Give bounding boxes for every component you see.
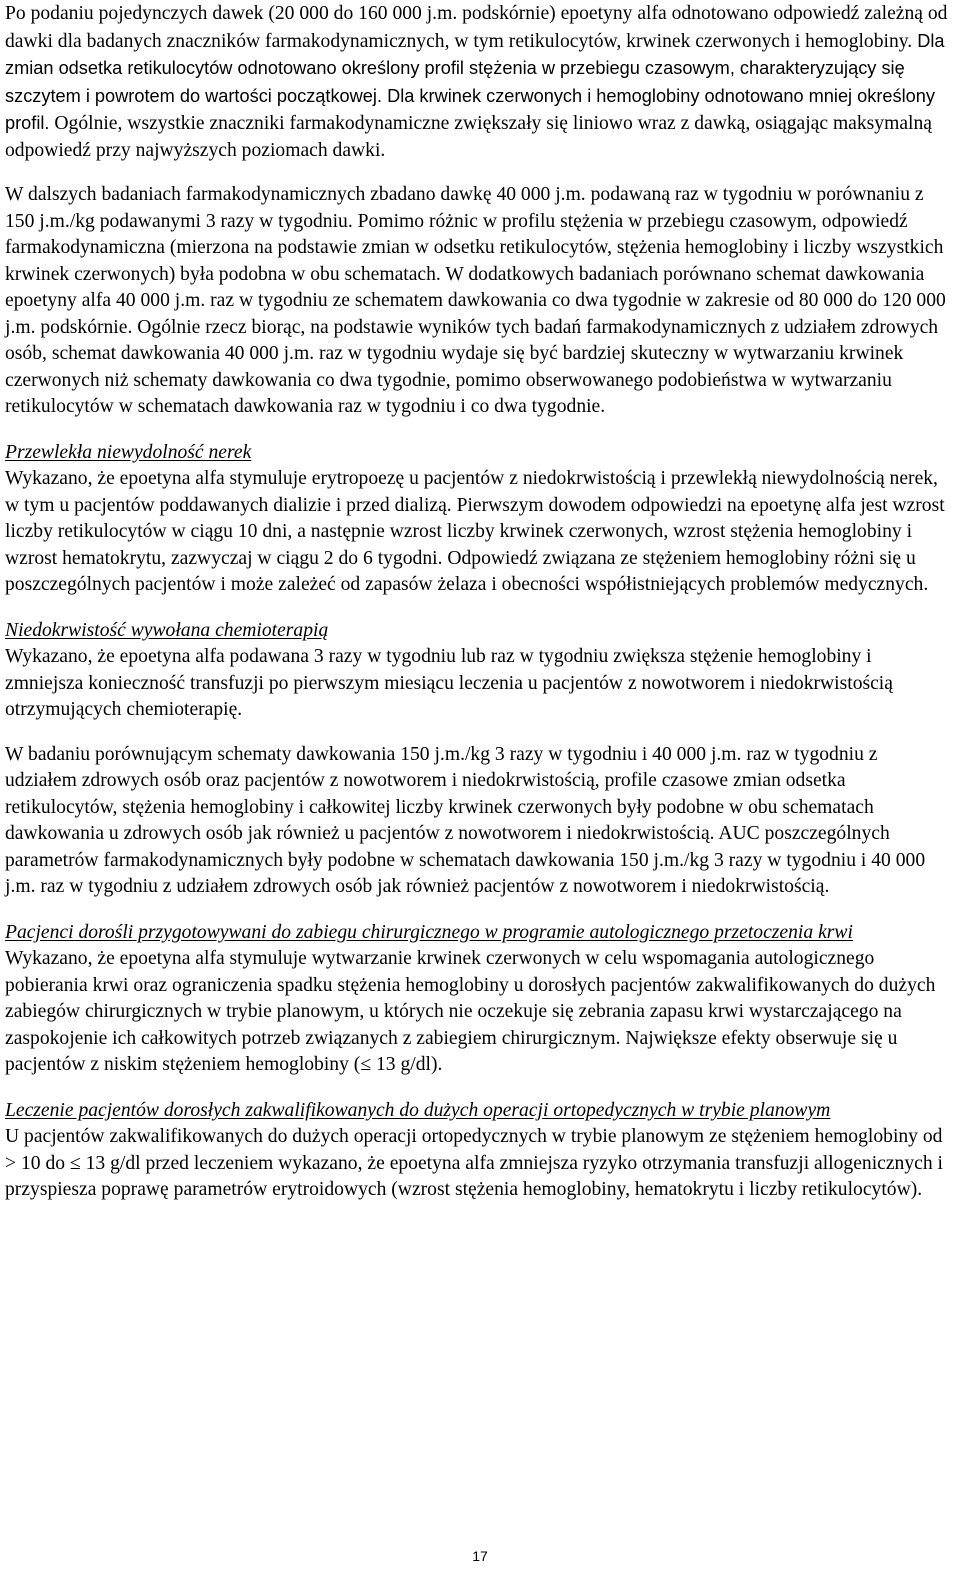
section-title: Przewlekła niewydolność nerek <box>5 441 252 463</box>
section-body: Wykazano, że epoetyna alfa stymuluje wytwarzanie krwinek czerwonych w celu wspomagania autologicznego pobierania krwi oraz ograniczenia spadku stężenia hemoglobiny u dorosłych pacjentów zakwalifikowanych do dużych zabiegów chirurgicznych w trybie planowym, u których nie oczekuje się zebrania zapasu krwi wystarczającego na zaspokojenie ich całkowitych potrzeb związanych z zabiegiem chirurgicznym. Największe efekty obserwuje się u pacjentów z niskim stężeniem hemoglobiny (≤ 13 g/dl). <box>5 948 936 1075</box>
section-title: Leczenie pacjentów dorosłych zakwalifikowanych do dużych operacji ortopedycznych w trybie planowym <box>5 1099 831 1121</box>
section-body: U pacjentów zakwalifikowanych do dużych operacji ortopedycznych w trybie planowym ze stężeniem hemoglobiny od > 10 do ≤ 13 g/dl przed leczeniem wykazano, że epoetyna alfa zmniejsza ryzyko otrzymania transfuzji allogenicznych i przyspiesza poprawę parametrów erytroidowych (wzrost stężenia hemoglobiny, hematokrytu i liczby retikulocytów). <box>5 1126 943 1200</box>
paragraph-dose-response-sans: Dla zmian odsetka retikulocytów odnotowano określony profil stężenia w przebiegu czasowym, charakteryzujący się szczytem i powrotem do wartości początkowej. Dla krwinek czerwonych i hemoglobiny odnotowano mniej określony profil. <box>5 30 945 133</box>
paragraph-further-studies-start: W dalszych badaniach farmakodynamicznych zbadano dawkę 40 000 j.m. podawaną raz w tygodniu w porównaniu z 150 j.m./kg podawanymi 3 razy w tygodniu. <box>5 184 924 232</box>
section-body: Wykazano, że epoetyna alfa podawana 3 razy w tygodniu lub raz w tygodniu zwiększa stężenie hemoglobiny i zmniejsza konieczność transfuzji po pierwszym miesiącu leczenia u pacjentów z nowotworem i niedokrwistością otrzymujących chemioterapię. <box>5 646 893 720</box>
section-title: Pacjenci dorośli przygotowywani do zabiegu chirurgicznego w programie autologicznego przetoczenia krwi <box>5 921 853 943</box>
section-chemotherapy-anemia <box>5 618 953 901</box>
paragraph-dose-response-serif: Po podaniu pojedynczych dawek (20 000 do 160 000 j.m. podskórnie) epoetyny alfa odnotowano odpowiedź zależną od dawki dla badanych znaczników farmakodynamicznych, w tym retikulocytów, krwinek czerwonych i hemoglobiny. <box>5 3 948 52</box>
section-orthopedic-surgery <box>5 1098 953 1204</box>
section-body: Wykazano, że epoetyna alfa stymuluje erytropoezę u pacjentów z niedokrwistością i przewlekłą niewydolnością nerek, w tym u pacjentów poddawanych dializie i przed dializą. Pierwszym dowodem odpowiedzi na epoetynę alfa jest wzrost liczby retikulocytów w ciągu 10 dni, a następnie wzrost liczby krwinek czerwonych, wzrost stężenia hemoglobiny i wzrost hematokrytu, zazwyczaj w ciągu 2 do 6 tygodni. Odpowiedź związana ze stężeniem hemoglobiny różni się u poszczególnych pacjentów i może zależeć od zapasów żelaza i obecności współistniejących problemów medycznych. <box>5 468 945 595</box>
paragraph-dose-response-end: Ogólnie, wszystkie znaczniki farmakodynamiczne zwiększały się liniowo wraz z dawką, osiągając maksymalną odpowiedź przy najwyższych poziomach dawki. <box>5 113 932 161</box>
section-body-extra: W badaniu porównującym schematy dawkowania 150 j.m./kg 3 razy w tygodniu i 40 000 j.m. raz w tygodniu z udziałem zdrowych osób oraz pacjentów z nowotworem i niedokrwistością, profile czasowe zmian odsetka retikulocytów, stężenia hemoglobiny i całkowitej liczby krwinek czerwonych były podobne w obu schematach dawkowania u zdrowych osób jak również u pacjentów z nowotworem i niedokrwistością. AUC poszczególnych parametrów farmakodynamicznych były podobne w schematach dawkowania 150 j.m./kg 3 razy w tygodniu i 40 000 j.m. raz w tygodniu z udziałem zdrowych osób jak również pacjentów z nowotworem i niedokrwistością. <box>5 743 926 897</box>
section-autologous-transfusion <box>5 920 953 1079</box>
page-number: 17 <box>472 1548 488 1564</box>
paragraph-further-studies-rest: Pomimo różnic w profilu stężenia w przebiegu czasowym, odpowiedź farmakodynamiczna (mierzona na podstawie zmian w odsetku retikulocytów, stężenia hemoglobiny i liczby wszystkich krwinek czerwonych) była podobna w obu schematach. W dodatkowych badaniach porównano schemat dawkowania epoetyny alfa 40 000 j.m. raz w tygodniu ze schematem dawkowania co dwa tygodnie w zakresie od 80 000 do 120 000 j.m. podskórnie. Ogólnie rzecz biorąc, na podstawie wyników tych badań farmakodynamicznych z udziałem zdrowych osób, schemat dawkowania 40 000 j.m. raz w tygodniu wydaje się być bardziej skuteczny w wytwarzaniu krwinek czerwonych niż schematy dawkowania co dwa tygodnie, pomimo obserwowanego podobieństwa w wytwarzaniu retikulocytów w schematach dawkowania raz w tygodniu i co dwa tygodnie. <box>5 210 946 417</box>
document-page <box>5 1 953 1204</box>
paragraph-further-studies <box>5 182 953 421</box>
section-chronic-renal-failure <box>5 440 953 599</box>
section-title: Niedokrwistość wywołana chemioterapią <box>5 619 329 641</box>
paragraph-dose-response <box>5 1 953 164</box>
